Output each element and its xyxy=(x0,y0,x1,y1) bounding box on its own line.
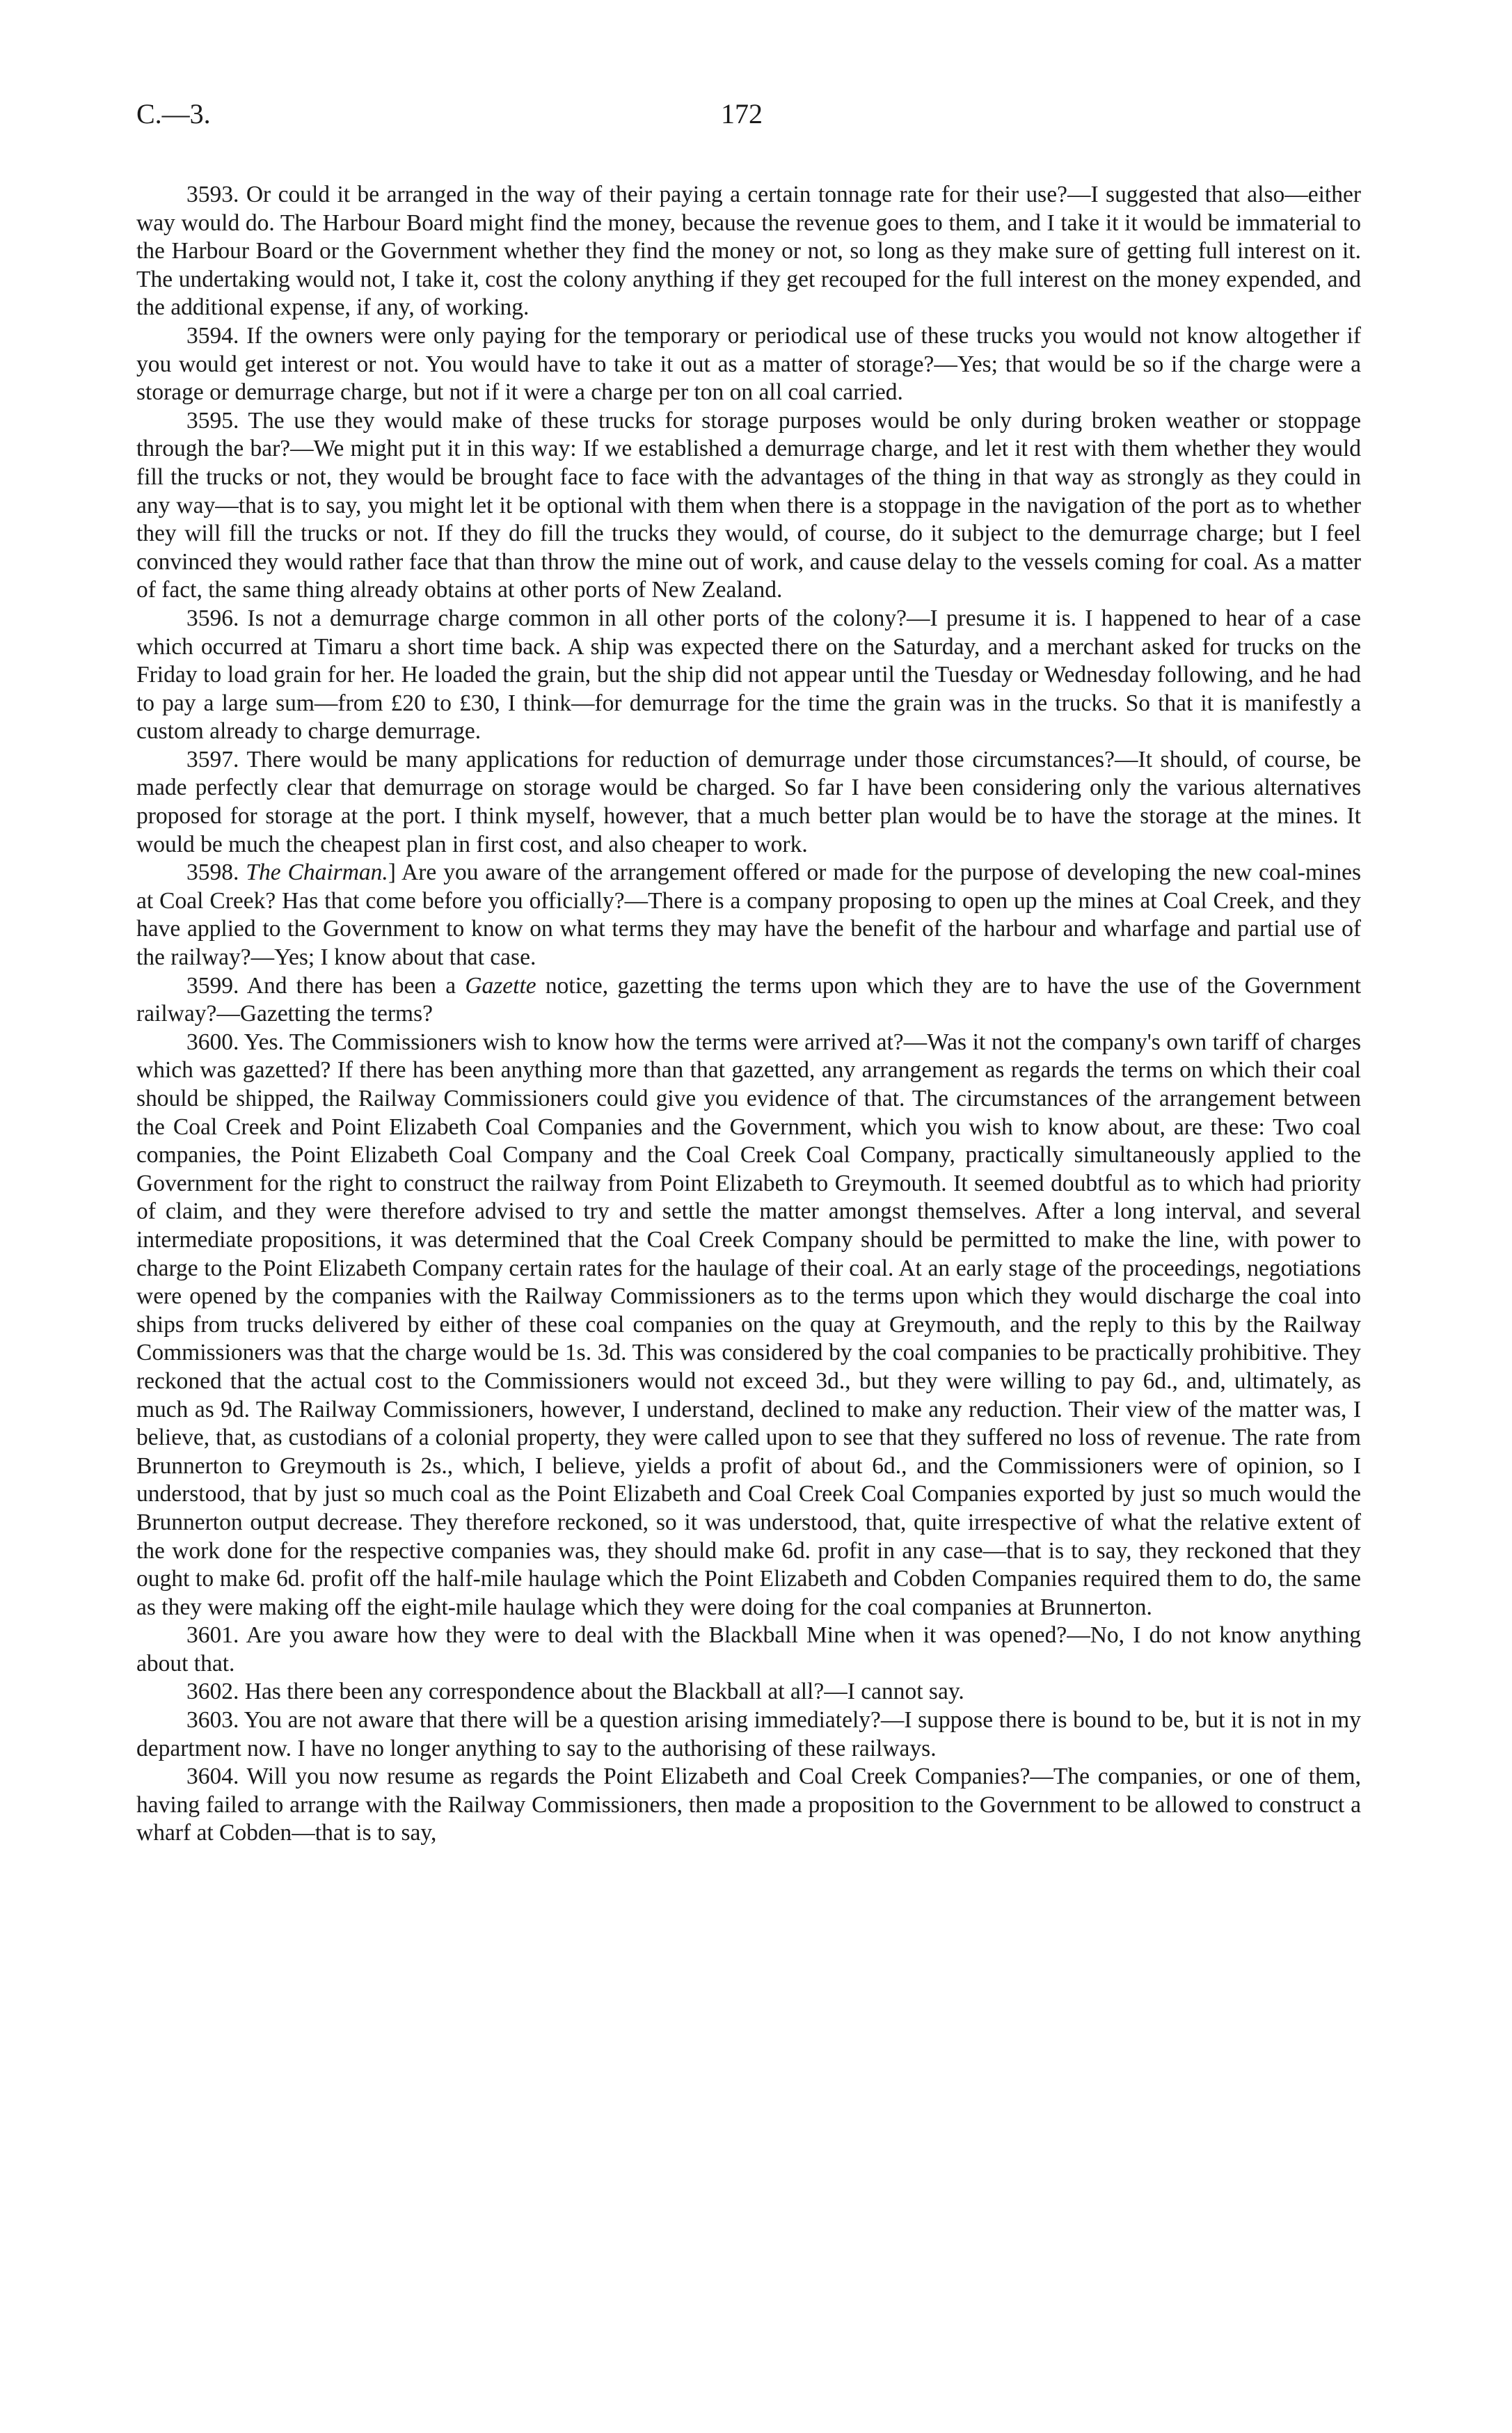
paragraph-3597: 3597. There would be many applications for reduction of demurrage under those circumstances?—It should, of course, be made perfectly clear that demurrage on storage would be charged. So far I have been considering only the various alternatives proposed for storage at the port. I think myself, however, that a much better plan would be to have the storage at the mines. It would be much the cheapest plan in first cost, and also cheaper to work. xyxy=(136,746,1361,857)
question-number: 3598. xyxy=(186,859,239,886)
paragraph-3593: 3593. Or could it be arranged in the way of their paying a certain tonnage rate for their use?—I suggested that also—either way would do. The Harbour Board might find the money, because the revenue goes to them, and I take it it would be immaterial to the Harbour Board or the Government whether they find the money or not, so long as they make sure of getting full interest on it. The undertaking would not, I take it, cost the colony anything if they get recouped for the full interest on the money expended, and the additional expense, if any, of working. xyxy=(136,182,1361,321)
paragraph-text-start: 3599. And there has been a xyxy=(186,972,456,999)
paragraph-3602: 3602. Has there been any correspondence about the Blackball at all?—I cannot say. xyxy=(186,1679,964,1705)
page-header xyxy=(136,97,1361,153)
paragraph-3601: 3601. Are you aware how they were to deal with the Blackball Mine when it was opened?—No, I do not know anything about that. xyxy=(136,1622,1361,1677)
paragraph-3596: 3596. Is not a demurrage charge common in all other ports of the colony?—I presume it is. I happened to hear of a case which occurred at Timaru a short time back. A ship was expected there on the Saturday, and a merchant asked for trucks on the Friday to load grain for her. He loaded the grain, but the ship did not appear until the Tuesday or Wednesday following, and he had to pay a large sum—from £20 to £30, I think—for demurrage for the time the grain was in the trucks. So that it is manifestly a custom already to charge demurrage. xyxy=(136,605,1361,745)
paragraph-3603: 3603. You are not aware that there will be a question arising immediately?—I suppose there is bound to be, but it is not in my department now. I have no longer anything to say to the authorising of these railways. xyxy=(136,1707,1361,1761)
paragraph-3604: 3604. Will you now resume as regards the Point Elizabeth and Coal Creek Companies?—The companies, or one of them, having failed to arrange with the Railway Commissioners, then made a proposition to the Government to be allowed to construct a wharf at Cobden—that is to say, xyxy=(136,1764,1361,1846)
paragraph-text-end: notice, gazetting the terms upon which they are to have the use of the Government railway?—Gazetting the terms? xyxy=(136,972,1362,1027)
document-page xyxy=(136,97,1361,1848)
paragraph-text: ] Are you aware of the arrangement offered or made for the purpose of developing the new coal-mines at Coal Creek? Has that come before you officially?—There is a company proposing to open up the mines at Coal Creek, and they have applied to the Government to know on what terms they may have the benefit of the harbour and wharfage and partial use of the railway?—Yes; I know about that case. xyxy=(136,859,1362,971)
paragraph-3594: 3594. If the owners were only paying for the temporary or periodical use of these trucks you would not know altogether if you would get interest or not. You would have to take it out as a matter of storage?—Yes; that would be so if the charge were a storage or demurrage charge, but not if it were a charge per ton on all coal carried. xyxy=(136,322,1361,406)
document-body xyxy=(136,181,1361,1848)
gazette-italic: Gazette xyxy=(465,972,536,999)
paragraph-3598 xyxy=(136,859,1361,972)
document-reference: C.—3. xyxy=(136,98,211,129)
speaker-name: The Chairman. xyxy=(246,859,388,886)
paragraph-3595: 3595. The use they would make of these trucks for storage purposes would be only during broken weather or stoppage through the bar?—We might put it in this way: If we established a demurrage charge, and let it rest with them whether they would fill the trucks or not, they would be brought face to face with the advantages of the thing in that way as strongly as they could in any way—that is to say, you might let it be optional with them when there is a stoppage in the navigation of the port as to whether they will fill the trucks or not. If they do fill the trucks they would, of course, do it subject to the demurrage charge; but I feel convinced they would rather face that than throw the mine out of work, and cause delay to the vessels coming for coal. As a matter of fact, the same thing already obtains at other ports of New Zealand. xyxy=(136,407,1361,603)
paragraph-3600: 3600. Yes. The Commissioners wish to know how the terms were arrived at?—Was it not the company's own tariff of charges which was gazetted? If there has been anything more than that gazetted, any arrangement as regards the terms on which their coal should be shipped, the Railway Commissioners could give you evidence of that. The circumstances of the arrangement between the Coal Creek and Point Elizabeth Coal Companies and the Government, which you wish to know about, are these: Two coal companies, the Point Elizabeth Coal Company and the Coal Creek Coal Company, practically simultaneously applied to the Government for the right to construct the railway from Point Elizabeth to Greymouth. It seemed doubtful as to which had priority of claim, and they were therefore advised to try and settle the matter amongst themselves. After a long interval, and several intermediate propositions, it was determined that the Coal Creek Company should be permitted to make the line, with power to charge to the Point Elizabeth Company certain rates for the haulage of their coal. At an early stage of the proceedings, negotiations were opened by the companies with the Railway Commissioners as to the terms upon which they would discharge the coal into ships from trucks delivered by either of these coal companies on the quay at Greymouth, and the reply to this by the Railway Commissioners was that the charge would be 1s. 3d. This was considered by the coal companies to be practically prohibitive. They reckoned that the actual cost to the Commissioners would not exceed 3d., but they were willing to pay 6d., and, ultimately, as much as 9d. The Railway Commissioners, however, I understand, declined to make any reduction. Their view of the matter was, I believe, that, as custodians of a colonial property, they were called upon to see that they suffered no loss of revenue. The rate from Brunnerton to Greymouth is 2s., which, I believe, yields a profit of about 6d., and the Commissioners were of opinion, so I understood, that by just so much coal as the Point Elizabeth and Coal Creek Coal Companies exported by just so much would the Brunnerton output decrease. They therefore reckoned, so it was understood, that, quite irrespective of what the relative extent of the work done for the respective companies was, they should make 6d. profit in any case—that is to say, they reckoned that they ought to make 6d. profit off the half-mile haulage which the Point Elizabeth and Cobden Companies required them to do, the same as they were making off the eight-mile haulage which they were doing for the coal companies at Brunnerton. xyxy=(136,1029,1361,1620)
paragraph-3599 xyxy=(136,972,1361,1029)
page-number: 172 xyxy=(721,98,763,129)
